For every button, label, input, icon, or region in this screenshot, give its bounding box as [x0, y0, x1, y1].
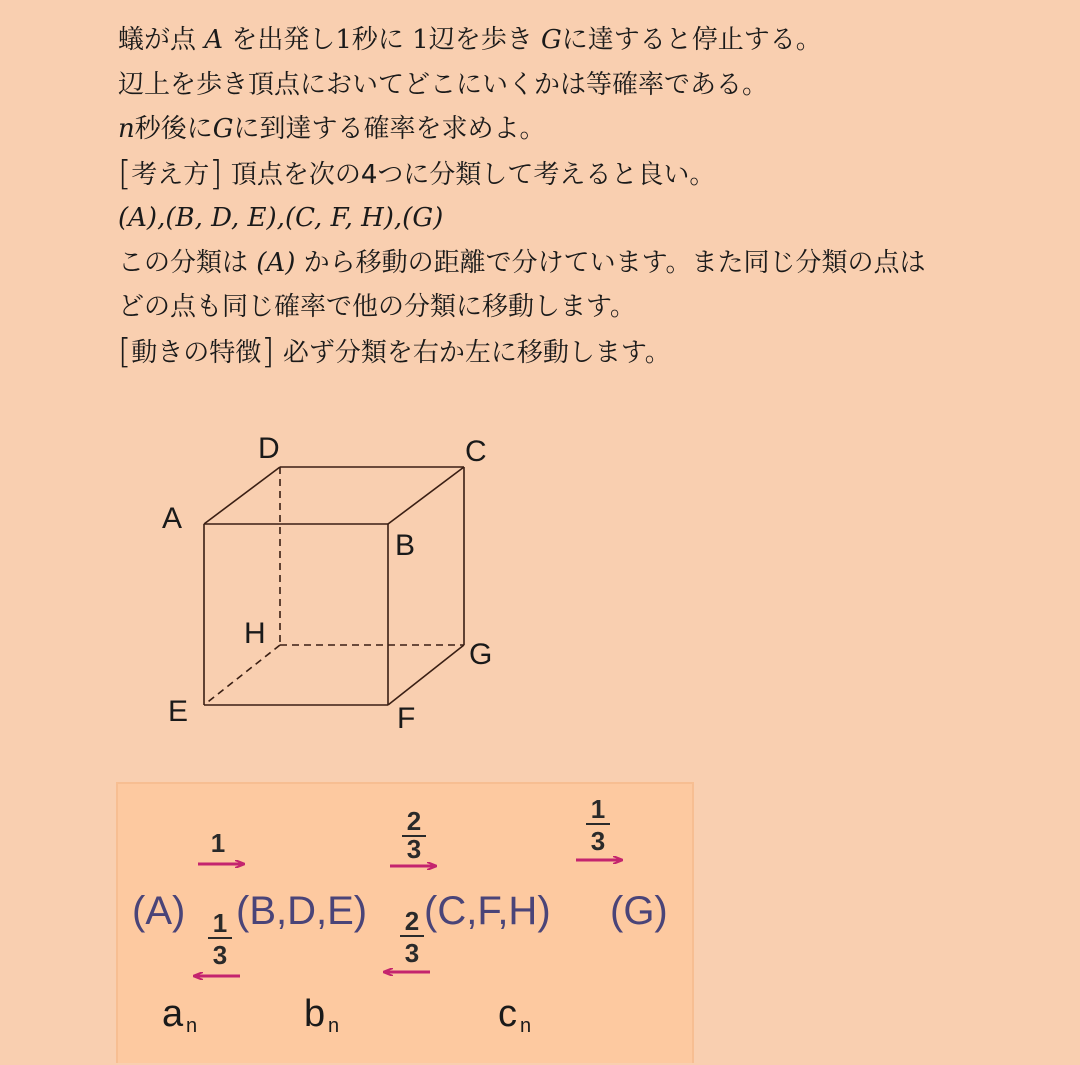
backward-prob-2-den: 3 — [404, 938, 420, 968]
seq-c-base: c — [498, 993, 517, 1035]
seq-a-base: a — [162, 993, 184, 1035]
problem-line-1 — [118, 18, 1018, 63]
vertex-label-c: C — [465, 435, 487, 468]
group-a: (A) — [132, 889, 186, 933]
bracket-open: [ — [118, 153, 132, 194]
bracket-close: ] — [209, 153, 223, 194]
number: 1 — [412, 25, 429, 55]
text-segment: に到達する確率を求めよ。 — [233, 114, 546, 144]
vertex-label-h: H — [244, 617, 266, 650]
problem-line-4 — [118, 152, 1018, 197]
backward-prob-1-den: 3 — [212, 940, 228, 970]
text-segment: から移動の距離で分けています。また同じ分類の点は — [303, 247, 926, 278]
cube-diagram — [0, 400, 560, 740]
bracket-open: [ — [118, 331, 132, 372]
variable-a: A — [204, 25, 224, 55]
forward-prob-3-num: 1 — [590, 794, 606, 824]
transition-diagram — [116, 782, 694, 1063]
variable-n: n — [118, 114, 135, 144]
text-segment: を出発し — [231, 25, 336, 55]
backward-prob-1-num: 1 — [212, 908, 228, 938]
seq-b-base: b — [304, 993, 326, 1035]
vertex-label-f: F — [397, 702, 416, 735]
forward-prob-3-den: 3 — [590, 826, 606, 856]
forward-prob-1-num: 1 — [210, 828, 226, 858]
vertex-label-g: G — [469, 638, 493, 671]
forward-prob-2-den: 3 — [406, 834, 422, 864]
text-segment: 蟻が点 — [118, 25, 197, 55]
problem-line-6 — [118, 241, 1018, 286]
bracket-close: ] — [261, 331, 275, 372]
section-tag: 動きの特徴 — [131, 337, 262, 368]
seq-b-sub: n — [328, 1015, 340, 1037]
text-segment: 頂点を次の4つに分類して考えると良い。 — [230, 159, 716, 190]
text-segment: 辺を歩き — [428, 25, 533, 55]
edge-he — [204, 645, 280, 705]
problem-line-2: 辺上を歩き頂点においてどこにいくかは等確率である。 — [118, 69, 769, 100]
problem-line-7: どの点も同じ確率で他の分類に移動します。 — [118, 292, 636, 322]
seq-a-sub: n — [186, 1015, 198, 1037]
text-segment: この分類は — [118, 247, 249, 278]
group-a: (A) — [256, 247, 296, 278]
forward-prob-2-num: 2 — [406, 806, 422, 836]
edge-fg — [388, 645, 464, 705]
group-bde: (B,D,E) — [236, 889, 368, 933]
vertex-label-b: B — [395, 529, 416, 562]
backward-prob-2-num: 2 — [404, 906, 420, 936]
group-g: (G) — [610, 889, 668, 933]
problem-text — [118, 18, 1018, 374]
variable-g: G — [541, 25, 562, 55]
vertex-label-e: E — [168, 695, 189, 728]
text-segment: 必ず分類を右か左に移動します。 — [282, 337, 671, 368]
variable-g: G — [212, 114, 234, 144]
text-segment: 秒に — [351, 25, 404, 55]
edge-bc — [388, 467, 464, 524]
edge-ad — [204, 467, 280, 524]
vertex-label-a: A — [162, 502, 183, 535]
seq-c-sub: n — [520, 1015, 532, 1037]
problem-line-3 — [118, 107, 1018, 152]
problem-line-8 — [118, 330, 1018, 375]
section-tag: 考え方 — [131, 159, 210, 190]
group-cfh: (C,F,H) — [424, 889, 551, 933]
text-segment: 秒後に — [134, 114, 213, 144]
number: 1 — [335, 25, 352, 55]
vertex-label-d: D — [258, 432, 280, 465]
problem-line-5: (A),(B, D, E),(C, F, H),(G) — [118, 203, 444, 233]
text-segment: に達すると停止する。 — [561, 25, 822, 55]
